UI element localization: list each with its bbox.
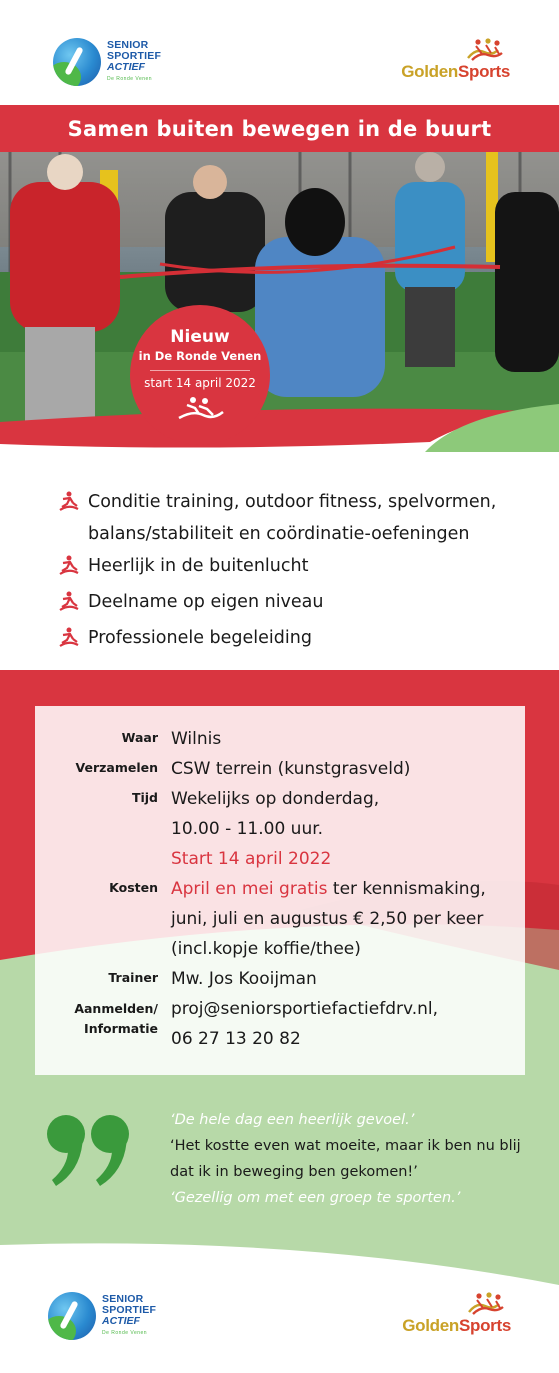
- runner-icon: [58, 591, 80, 611]
- label-trainer: Trainer: [108, 970, 158, 985]
- golden-sports-wordmark: GoldenSports: [402, 1316, 511, 1335]
- page-title: Samen buiten bewegen in de buurt: [67, 116, 492, 141]
- info-row-trainer: [35, 964, 525, 994]
- value-verzamelen: CSW terrein (kunstgrasveld): [171, 759, 411, 779]
- info-row-contact: [35, 994, 525, 1054]
- badge-start-date: start 14 april 2022: [144, 376, 256, 390]
- logo-text-region: De Ronde Venen: [107, 75, 153, 82]
- value-tijd-start: Start 14 april 2022: [171, 849, 332, 869]
- value-tijd-line1: Wekelijks op donderdag,: [171, 789, 380, 809]
- value-tijd-line2: 10.00 - 11.00 uur.: [171, 819, 324, 839]
- info-row-location: [35, 724, 525, 754]
- new-location-badge: [130, 305, 270, 445]
- runner-icon: [58, 555, 80, 575]
- contact-phone: 06 27 13 20 82: [171, 1029, 301, 1049]
- badge-subtitle: in De Ronde Venen: [138, 349, 262, 363]
- value-kosten-rest: ter kennismaking,: [327, 879, 486, 899]
- value-trainer: Mw. Jos Kooijman: [171, 969, 317, 989]
- senior-sportief-actief-logo-icon: [48, 1292, 96, 1340]
- label-tijd: Tijd: [131, 790, 158, 805]
- info-row-time: [35, 784, 525, 874]
- outdoor-exercise-photo: [0, 152, 559, 452]
- list-item: [58, 586, 538, 622]
- logo-text-region: De Ronde Venen: [102, 1329, 148, 1336]
- label-aanmelden: Aanmelden/: [74, 1001, 158, 1016]
- testimonials: [170, 1107, 540, 1211]
- label-verzamelen: Verzamelen: [75, 760, 158, 775]
- list-item: [58, 486, 538, 550]
- logo-text-actief: ACTIEF: [102, 1314, 140, 1327]
- info-row-costs: [35, 874, 525, 964]
- event-info-panel: [35, 706, 525, 1075]
- quote-2: ‘Het kostte even wat moeite, maar ik ben nu blij dat ik in beweging ben gekomen!’: [170, 1138, 521, 1180]
- badge-title: Nieuw: [170, 327, 230, 347]
- golden-sports-runners-icon: [465, 1292, 505, 1316]
- quote-1: ‘De hele dag een heerlijk gevoel.’: [170, 1112, 415, 1128]
- value-kosten-line3: (incl.kopje koffie/thee): [171, 939, 361, 959]
- senior-sportief-actief-logo-icon: [53, 38, 101, 86]
- value-kosten-line2: juni, juli en augustus € 2,50 per keer: [171, 909, 484, 929]
- logo-text-senior: SENIOR: [107, 38, 149, 51]
- label-kosten: Kosten: [109, 880, 158, 895]
- footer-golden-sports-logo: [376, 1292, 511, 1336]
- quote-3: ‘Gezellig om met een groep te sporten.’: [170, 1190, 461, 1206]
- senior-sportief-actief-logo: [53, 38, 161, 86]
- info-row-meeting-point: [35, 754, 525, 784]
- runner-icon: [58, 491, 80, 511]
- golden-sports-wordmark: GoldenSports: [401, 62, 510, 81]
- label-waar: Waar: [121, 730, 158, 745]
- bullet-text: Professionele begeleiding: [88, 628, 312, 648]
- golden-sports-logo: [380, 38, 510, 82]
- list-item: [58, 622, 538, 658]
- title-banner: [0, 105, 559, 152]
- quote-mark-icon: [46, 1110, 134, 1192]
- label-informatie: Informatie: [84, 1021, 158, 1036]
- logo-text-actief: ACTIEF: [107, 60, 145, 73]
- list-item: [58, 550, 538, 586]
- bullet-text: Conditie training, outdoor fitness, spelvormen, balans/stabiliteit en coördinatie-oefeningen: [88, 492, 497, 544]
- value-kosten-highlight: April en mei gratis: [171, 879, 328, 899]
- runner-icon: [58, 627, 80, 647]
- benefits-list: [58, 486, 538, 658]
- runners-icon: [173, 396, 227, 422]
- logo-text-sportief: SPORTIEF: [107, 49, 162, 62]
- bullet-text: Heerlijk in de buitenlucht: [88, 556, 309, 576]
- logo-text-senior: SENIOR: [102, 1292, 144, 1305]
- contact-email: proj@seniorsportiefactiefdrv.nl,: [171, 999, 439, 1019]
- logo-text-sportief: SPORTIEF: [102, 1303, 157, 1316]
- value-waar: Wilnis: [171, 729, 222, 749]
- golden-sports-runners-icon: [464, 38, 504, 62]
- badge-divider: [150, 370, 250, 371]
- footer-senior-sportief-actief-logo: [48, 1292, 156, 1340]
- bullet-text: Deelname op eigen niveau: [88, 592, 324, 612]
